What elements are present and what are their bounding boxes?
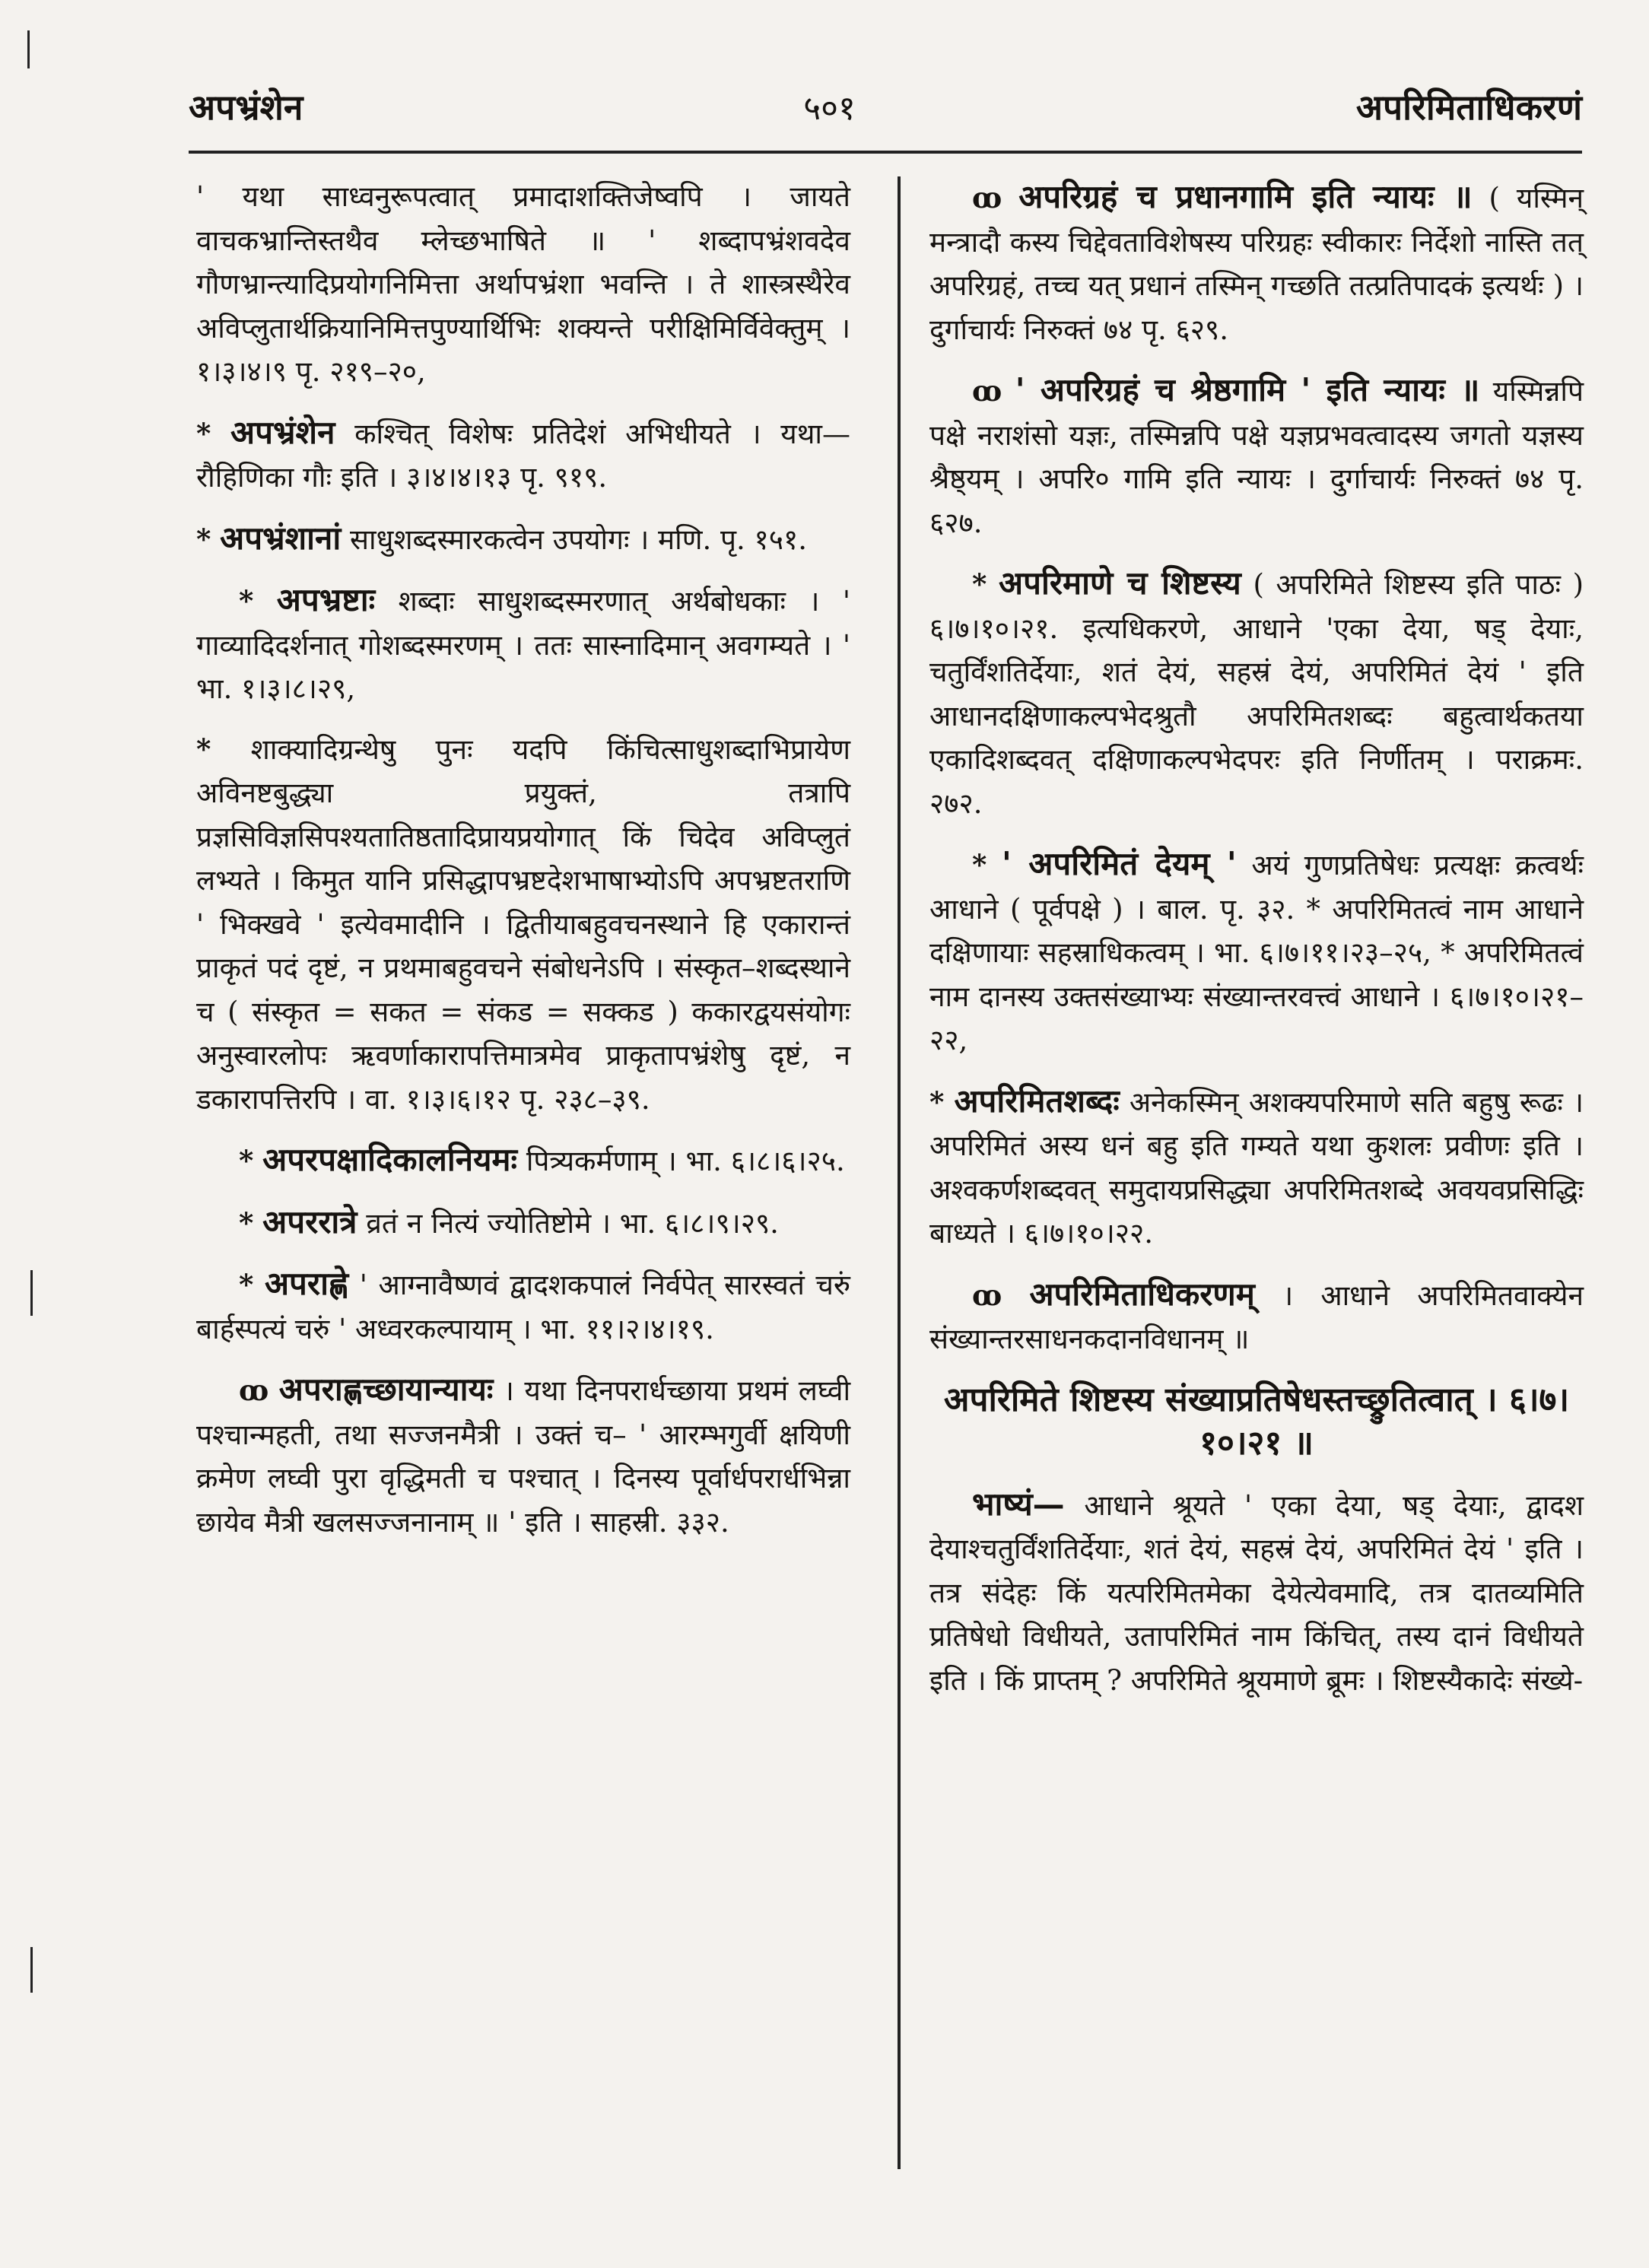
left-column	[196, 175, 850, 1561]
right-column	[929, 175, 1584, 1719]
entry-paragraph: ꝏ अपरिग्रहं च प्रधानगामि इति न्यायः ॥ ( यस्मिन् मन्त्रादौ कस्य चिद्देवताविशेषस्य परिग्रहः स्वीकारः निर्देशो नास्ति तत् अपरिग्रहं, तच्च यत् प्रधानं तस्मिन् गच्छति तत्प्रतिपादकं इत्यर्थः ) । दुर्गाचार्यः निरुक्तं ७४ पृ. ६२९.	[929, 178, 1584, 346]
entry-paragraph: ' यथा साध्वनुरूपत्वात् प्रमादाशक्तिजेष्वपि । जायते वाचकभ्रान्तिस्तथैव म्लेच्छभाषिते ॥ ' शब्दापभ्रंशवदेव गौणभ्रान्त्यादिप्रयोगनिमित्ता अर्थापभ्रंशा भवन्ति । ते शास्त्रस्थैरेव अविप्लुतार्थक्रियानिमित्तपुण्यार्थिभिः शक्यन्ते परीक्षिमिर्विवेक्तुम् । १।३।४।९ पृ. २१९–२०,	[196, 180, 850, 388]
entry-paragraph: * अपभ्रंशानां साधुशब्दस्मारकत्वेन उपयोगः । मणि. पृ. १५१.	[196, 519, 807, 557]
entry-paragraph: * अपररात्रे व्रतं न नित्यं ज्योतिष्टोमे । भा. ६।८।९।२९.	[239, 1202, 779, 1240]
entry-paragraph: * अपरिमितशब्दः अनेकस्मिन् अशक्यपरिमाणे सति बहुषु रूढः । अपरिमितं अस्य धनं बहु इति गम्यते यथा कुशलः प्रवीणः इति । अश्वकर्णशब्दवत् समुदायप्रसिद्ध्या अपरिमितशब्दे अवयवप्रसिद्धिः बाध्यते । ६।७।१०।२२.	[929, 1082, 1584, 1250]
header-right-word: अपरिमिताधिकरणं	[1355, 87, 1582, 128]
entry-paragraph: * अपरपक्षादिकालनियमः पित्र्यकर्मणाम् । भा. ६।८।६।२५.	[239, 1141, 845, 1178]
margin-mark	[30, 1947, 33, 1993]
header-left-word: अपभ्रंशेन	[189, 87, 303, 128]
entry-paragraph: * ' अपरिमितं देयम् ' अयं गुणप्रतिषेधः प्रत्यक्षः क्रत्वर्थः आधाने ( पूर्वपक्षे ) । बाल. पृ. ३२. * अपरिमितत्वं नाम आधाने दक्षिणायाः सहस्राधिकत्वम् । भा. ६।७।११।२३–२५, * अपरिमितत्वं नाम दानस्य उक्तसंख्याभ्यः संख्यान्तरवत्त्वं आधाने । ६।७।१०।२१–२२,	[929, 845, 1584, 1056]
entry-paragraph: * अपभ्रष्टाः शब्दाः साधुशब्दस्मरणात् अर्थबोधकाः । ' गाव्यादिदर्शनात् गोशब्दस्मरणम् । ततः सास्नादिमान् अवगम्यते । ' भा. १।३।८।२९,	[196, 581, 851, 705]
entry-paragraph: ꝏ ' अपरिग्रहं च श्रेष्ठगामि ' इति न्यायः ॥ यस्मिन्नपि पक्षे नराशंसो यज्ञः, तस्मिन्नपि पक्षे यज्ञप्रभवत्वादस्य जगतो यज्ञस्य श्रैष्ठ्यम् । अपरि० गामि इति न्यायः । दुर्गाचार्यः निरुक्तं ७४ पृ. ६२७.	[929, 371, 1584, 539]
entry-paragraph: * शाक्यादिग्रन्थेषु पुनः यदपि किंचित्साधुशब्दाभिप्रायेण अविनष्टबुद्ध्या प्रयुक्तं, तत्रापि प्रज्ञसिविज्ञसिपश्यतातिष्ठतादिप्रायप्रयोगात् किं चिदेव अविप्लुतं लभ्यते । किमुत यानि प्रसिद्धापभ्रष्टदेशभाषाभ्योऽपि अपभ्रष्टतराणि ' भिक्खवे ' इत्येवमादीनि । द्वितीयाबहुवचनस्थाने हि एकारान्तं प्राकृतं पदं दृष्टं, न प्रथमाबहुवचने संबोधनेऽपि । संस्कृत–शब्दस्थाने च ( संस्कृत = सकत = संकड = सक्कड ) ककारद्वयसंयोगः अनुस्वारलोपः ऋवर्णाकारापत्तिमात्रमेव प्राकृतापभ्रंशेषु दृष्टं, न डकारापत्तिरपि । वा. १।३।६।१२ पृ. २३८–३९.	[196, 732, 850, 1116]
margin-mark	[30, 1270, 33, 1316]
margin-mark	[27, 30, 30, 68]
entry-paragraph: * अपरिमाणे च शिष्टस्य ( अपरिमिते शिष्टस्य इति पाठः ) ६।७।१०।२१. इत्यधिकरणे, आधाने 'एका देया, षड् देयाः, चतुर्विंशतिर्देयाः, शतं देयं, सहस्रं देयं, अपरिमितं देयं ' इति आधानदक्षिणाकल्पभेदश्रुतौ अपरिमितशब्दः बहुत्वार्थकतया एकादिशब्दवत् दक्षिणाकल्पभेदपरः इति निर्णीतम् । पराक्रमः. २७२.	[929, 564, 1584, 820]
entry-paragraph: * अपभ्रंशेन कश्चित् विशेषः प्रतिदेशं अभिधीयते । यथा— रौहिणिका गौः इति । ३।४।४।१३ पृ. ९१९.	[196, 413, 850, 494]
entry-paragraph: ꝏ अपराह्णच्छायान्यायः । यथा दिनपरार्धच्छाया प्रथमं लघ्वी पश्चान्महती, तथा सज्जनमैत्री । उक्तं च– ' आरम्भगुर्वी क्षयिणी क्रमेण लघ्वी पुरा वृद्धिमती च पश्चात् । दिनस्य पूर्वार्धपरार्धभिन्ना छायेव मैत्री खलसज्जनानाम् ॥ ' इति । साहस्री. ३३२.	[196, 1371, 851, 1539]
running-header	[189, 76, 1582, 137]
column-divider	[898, 176, 901, 2169]
entry-paragraph: भाष्यं— आधाने श्रूयते ' एका देया, षड् देयाः, द्वादश देयाश्चतुर्विंशतिर्देयाः, शतं देयं, सहस्रं देयं, अपरिमितं देयं ' इति । तत्र संदेहः किं यत्परिमितमेका देयेत्येवमादि, तत्र दातव्यमिति प्रतिषेधो विधीयते, उतापरिमितं नाम किंचित्, तस्य दानं विधीयते इति । किं प्राप्तम् ? अपरिमिते श्रूयमाणे ब्रूमः । शिष्टस्यैकादेः संख्ये-	[929, 1485, 1584, 1697]
page-number: ५०१	[803, 89, 856, 128]
sutra-heading: अपरिमिते शिष्टस्य संख्याप्रतिषेधस्तच्छ्रुतित्वात् । ६।७।१०।२१ ॥	[943, 1380, 1570, 1463]
header-rule	[189, 151, 1582, 154]
entry-paragraph: ꝏ अपरिमिताधिकरणम् । आधाने अपरिमितवाक्येन संख्यान्तरसाधनकदानविधानम् ॥	[929, 1275, 1584, 1355]
entry-paragraph: * अपराह्णे ' आग्नावैष्णवं द्वादशकपालं निर्वपेत् सारस्वतं चरुं बार्हस्पत्यं चरुं ' अध्वरकल्पायाम् । भा. ११।२।४।१९.	[196, 1265, 851, 1345]
